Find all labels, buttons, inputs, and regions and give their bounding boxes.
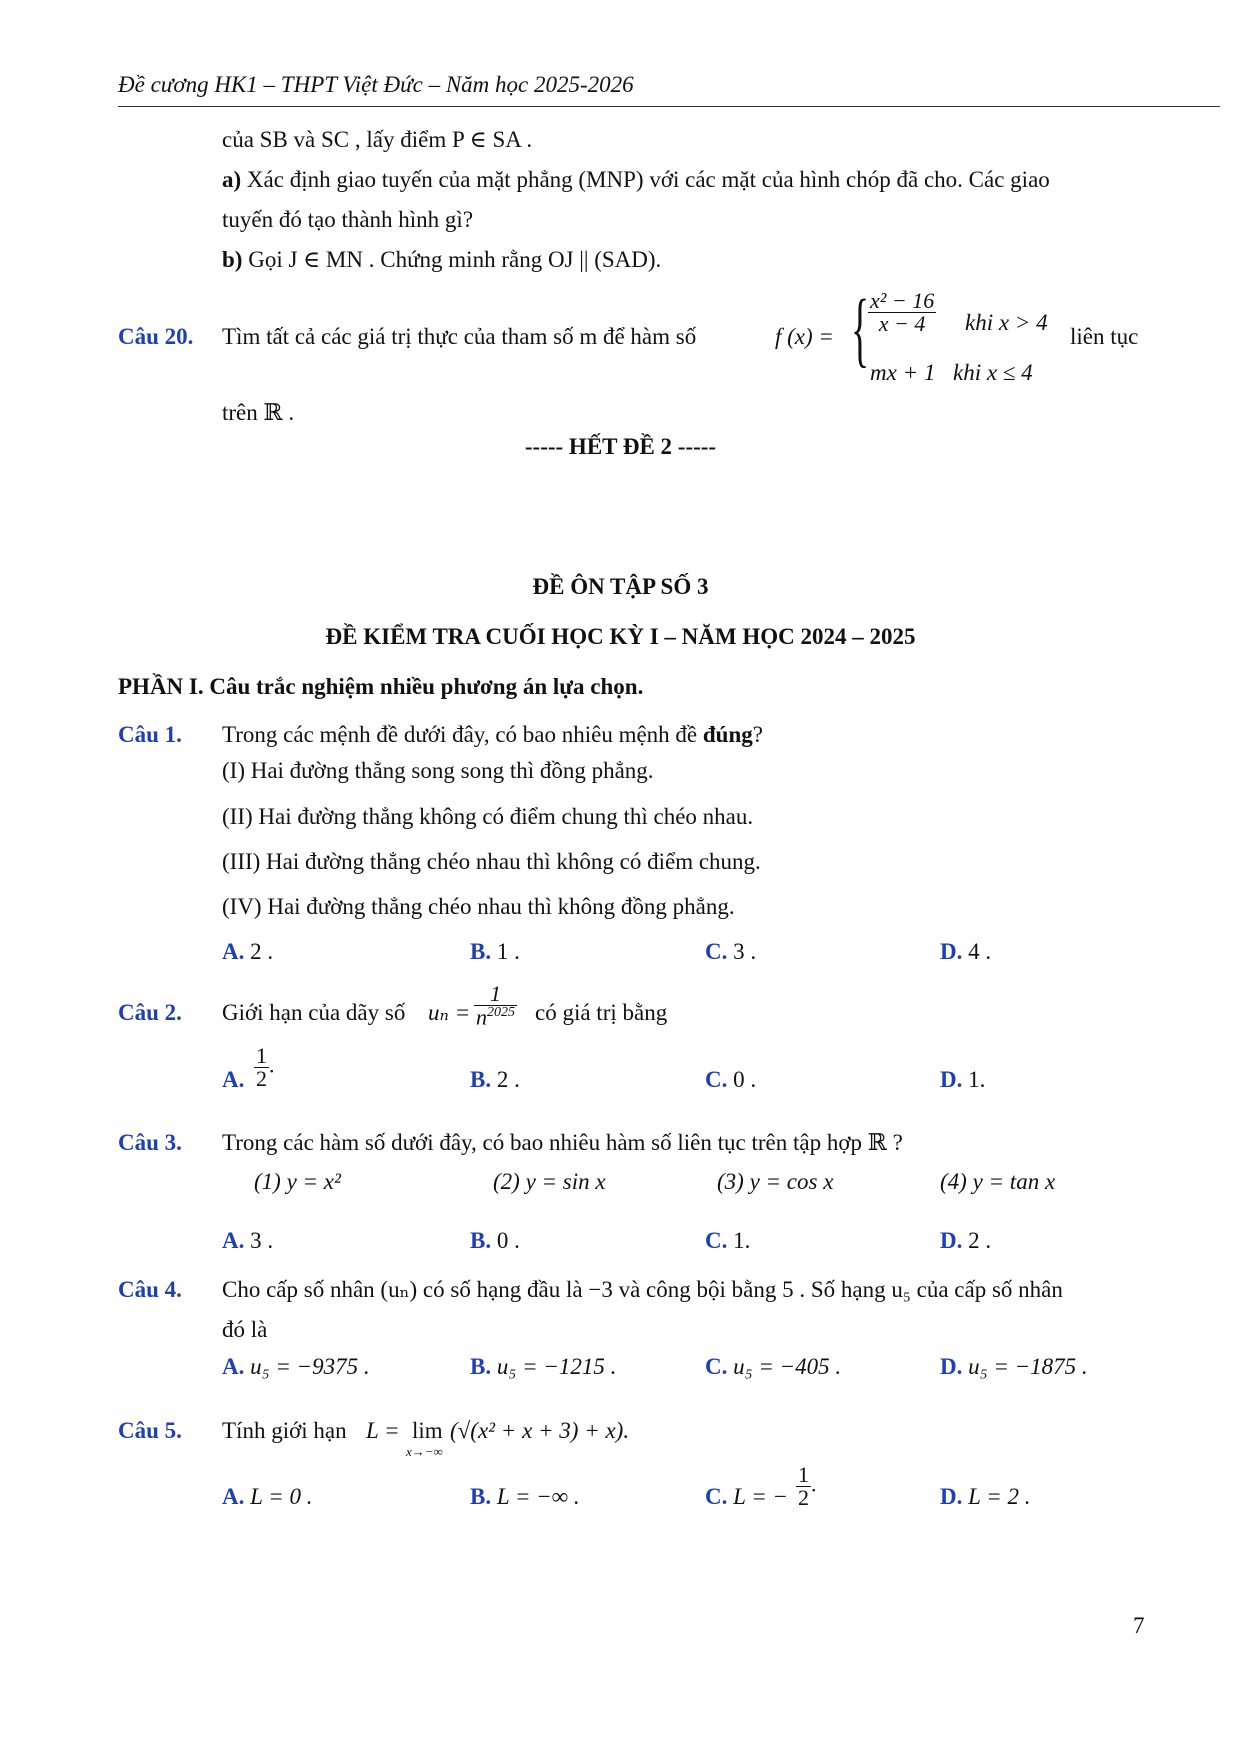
header-divider	[118, 106, 1220, 107]
question-20-line2: trên ℝ .	[222, 400, 295, 425]
part-b-label: b)	[222, 247, 243, 272]
option-value: u₅ = −9375 .	[250, 1354, 370, 1379]
option-value: 0 .	[496, 1228, 520, 1253]
piecewise-case1-condition: khi x > 4	[965, 310, 1048, 335]
option-label: C.	[705, 939, 728, 964]
option-value: u₅ = −1215 .	[496, 1354, 617, 1379]
option-label: B.	[470, 939, 492, 964]
option-label: B.	[470, 1228, 492, 1253]
prev-question-line: của SB và SC , lấy điểm P ∈ SA .	[222, 127, 533, 152]
fraction-denominator-base: n	[476, 1004, 487, 1030]
question-2-text: Giới hạn của dãy số	[222, 1000, 406, 1025]
fraction-numerator: 1	[798, 1462, 809, 1487]
question-4-label: Câu 4.	[118, 1277, 182, 1302]
question-5-lim: lim	[412, 1418, 443, 1443]
option-value: 2 .	[968, 1228, 992, 1253]
question-5-text: Tính giới hạn	[222, 1418, 347, 1443]
question-3-option-c	[705, 1226, 750, 1256]
piecewise-case2-condition: khi x ≤ 4	[953, 360, 1033, 385]
page-number: 7	[1133, 1613, 1145, 1638]
question-5-option-c	[705, 1482, 788, 1512]
question-3-option-a	[222, 1226, 273, 1256]
function-2: (2) y = sin x	[493, 1169, 606, 1194]
question-5-option-b	[470, 1482, 580, 1512]
option-label: D.	[940, 939, 963, 964]
option-value: 4 .	[968, 939, 992, 964]
option-label: D.	[940, 1228, 963, 1253]
question-4-option-d	[940, 1352, 1088, 1382]
question-5-limit-var: L =	[366, 1418, 400, 1443]
question-1-option-b	[470, 937, 520, 967]
option-value: L = −	[733, 1484, 789, 1509]
exam-3-subtitle: ĐỀ KIỂM TRA CUỐI HỌC KỲ I – NĂM HỌC 2024 – 2025	[325, 624, 916, 649]
question-2-option-a-fraction	[254, 1045, 275, 1090]
part-b-text: Gọi J ∈ MN . Chứng minh rằng OJ || (SAD).	[242, 247, 662, 272]
function-1: (1) y = x²	[254, 1169, 341, 1194]
prev-question-part-a	[222, 165, 1050, 195]
statement-3: (III) Hai đường thẳng chéo nhau thì không có điểm chung.	[222, 849, 761, 874]
piecewise-case2-expression: mx + 1	[870, 360, 936, 385]
option-label: C.	[705, 1067, 728, 1092]
option-label: C.	[705, 1354, 728, 1379]
option-label: D.	[940, 1067, 963, 1092]
option-value: 2 .	[250, 939, 274, 964]
option-value: u₅ = −1875 .	[968, 1354, 1088, 1379]
question-20-label: Câu 20.	[118, 324, 194, 349]
question-5-label: Câu 5.	[118, 1418, 182, 1443]
case1-numerator: x² − 16	[870, 288, 935, 313]
exam-3-title: ĐỀ ÔN TẬP SỐ 3	[532, 574, 709, 599]
question-3-label: Câu 3.	[118, 1130, 182, 1155]
option-value: 3 .	[733, 939, 757, 964]
option-value: 3 .	[250, 1228, 274, 1253]
question-4-text-cont: đó là	[222, 1317, 268, 1342]
question-1-label: Câu 1.	[118, 722, 182, 747]
case1-denominator: x − 4	[878, 311, 926, 336]
question-20-tail: liên tục	[1070, 324, 1139, 349]
option-value: L = −∞ .	[496, 1484, 580, 1509]
question-3-option-b	[470, 1226, 520, 1256]
question-20-function: f (x) =	[775, 324, 834, 349]
option-label: B.	[470, 1067, 492, 1092]
question-1-emphasis: đúng	[702, 722, 753, 747]
question-3-text: Trong các hàm số dưới đây, có bao nhiêu hàm số liên tục trên tập hợp ℝ ?	[222, 1130, 903, 1155]
fraction-denominator-exponent: 2025	[487, 1005, 515, 1020]
option-label: D.	[940, 1354, 963, 1379]
fraction-period: .	[269, 1052, 275, 1078]
question-1-option-c	[705, 937, 756, 967]
option-label: A.	[222, 1067, 245, 1092]
statement-4: (IV) Hai đường thẳng chéo nhau thì không đồng phẳng.	[222, 894, 735, 919]
question-2-tail: có giá trị bằng	[535, 1000, 668, 1025]
question-2-option-b	[470, 1065, 520, 1095]
option-label: A.	[222, 1354, 245, 1379]
part-a-text: Xác định giao tuyến của mặt phẳng (MNP) với các mặt của hình chóp đã cho. Các giao	[241, 167, 1050, 192]
question-3-option-d	[940, 1226, 991, 1256]
question-5-option-c-fraction	[796, 1464, 817, 1509]
question-2-option-c	[705, 1065, 756, 1095]
piecewise-case1-fraction	[868, 290, 936, 335]
question-5-lim-subscript: x→−∞	[406, 1444, 443, 1459]
option-value: 1 .	[496, 939, 520, 964]
option-label: C.	[705, 1228, 728, 1253]
option-value: L = 2 .	[968, 1484, 1031, 1509]
question-1-option-d	[940, 937, 991, 967]
function-3: (3) y = cos x	[717, 1169, 834, 1194]
option-label: C.	[705, 1484, 728, 1509]
question-1-text-b: ?	[752, 722, 763, 747]
question-2-sequence: uₙ =	[428, 1000, 471, 1025]
fraction-denominator: 2	[256, 1066, 267, 1091]
question-4-option-c	[705, 1352, 841, 1382]
question-20-text: Tìm tất cả các giá trị thực của tham số m để hàm số	[222, 324, 697, 349]
question-4-option-b	[470, 1352, 616, 1382]
question-1-text-a: Trong các mệnh đề dưới đây, có bao nhiêu mệnh đề	[222, 722, 703, 747]
option-label: D.	[940, 1484, 963, 1509]
option-label: B.	[470, 1354, 492, 1379]
question-2-option-a	[222, 1065, 244, 1095]
option-value: u₅ = −405 .	[733, 1354, 842, 1379]
part-a-label: a)	[222, 167, 242, 192]
question-1-option-a	[222, 937, 273, 967]
running-header: Đề cương HK1 – THPT Việt Đức – Năm học 2025-2026	[118, 72, 634, 97]
fraction-numerator: 1	[474, 983, 517, 1006]
question-2-label: Câu 2.	[118, 1000, 182, 1025]
prev-question-part-a-cont: tuyến đó tạo thành hình gì?	[222, 207, 474, 232]
option-label: A.	[222, 1484, 245, 1509]
statement-2: (II) Hai đường thẳng không có điểm chung thì chéo nhau.	[222, 804, 754, 829]
option-value: 2 .	[496, 1067, 520, 1092]
question-1-text	[222, 720, 763, 750]
fraction-denominator: 2	[798, 1485, 809, 1510]
question-5-option-d	[940, 1482, 1031, 1512]
question-4-option-a	[222, 1352, 370, 1382]
fraction-period: .	[811, 1471, 817, 1497]
option-value: L = 0 .	[250, 1484, 313, 1509]
option-label: A.	[222, 1228, 245, 1253]
function-4: (4) y = tan x	[940, 1169, 1056, 1194]
statement-1: (I) Hai đường thẳng song song thì đồng phẳng.	[222, 758, 654, 783]
option-value: 1.	[733, 1228, 751, 1253]
question-2-fraction	[474, 983, 517, 1028]
question-5-option-a	[222, 1482, 313, 1512]
question-4-text: Cho cấp số nhân (uₙ) có số hạng đầu là −3 và công bội bằng 5 . Số hạng u₅ của cấp số nhân	[222, 1277, 1063, 1302]
end-of-exam-2: ----- HẾT ĐỀ 2 -----	[524, 434, 717, 459]
option-label: B.	[470, 1484, 492, 1509]
part-1-heading: PHẦN I. Câu trắc nghiệm nhiều phương án lựa chọn.	[118, 674, 644, 699]
prev-question-part-b	[222, 245, 661, 275]
question-2-option-d	[940, 1065, 985, 1095]
option-value: 1.	[968, 1067, 986, 1092]
question-5-expression: (√(x² + x + 3) + x).	[450, 1418, 630, 1443]
option-label: A.	[222, 939, 245, 964]
fraction-numerator: 1	[256, 1043, 267, 1068]
piecewise-brace: {	[851, 283, 870, 376]
option-value: 0 .	[733, 1067, 757, 1092]
